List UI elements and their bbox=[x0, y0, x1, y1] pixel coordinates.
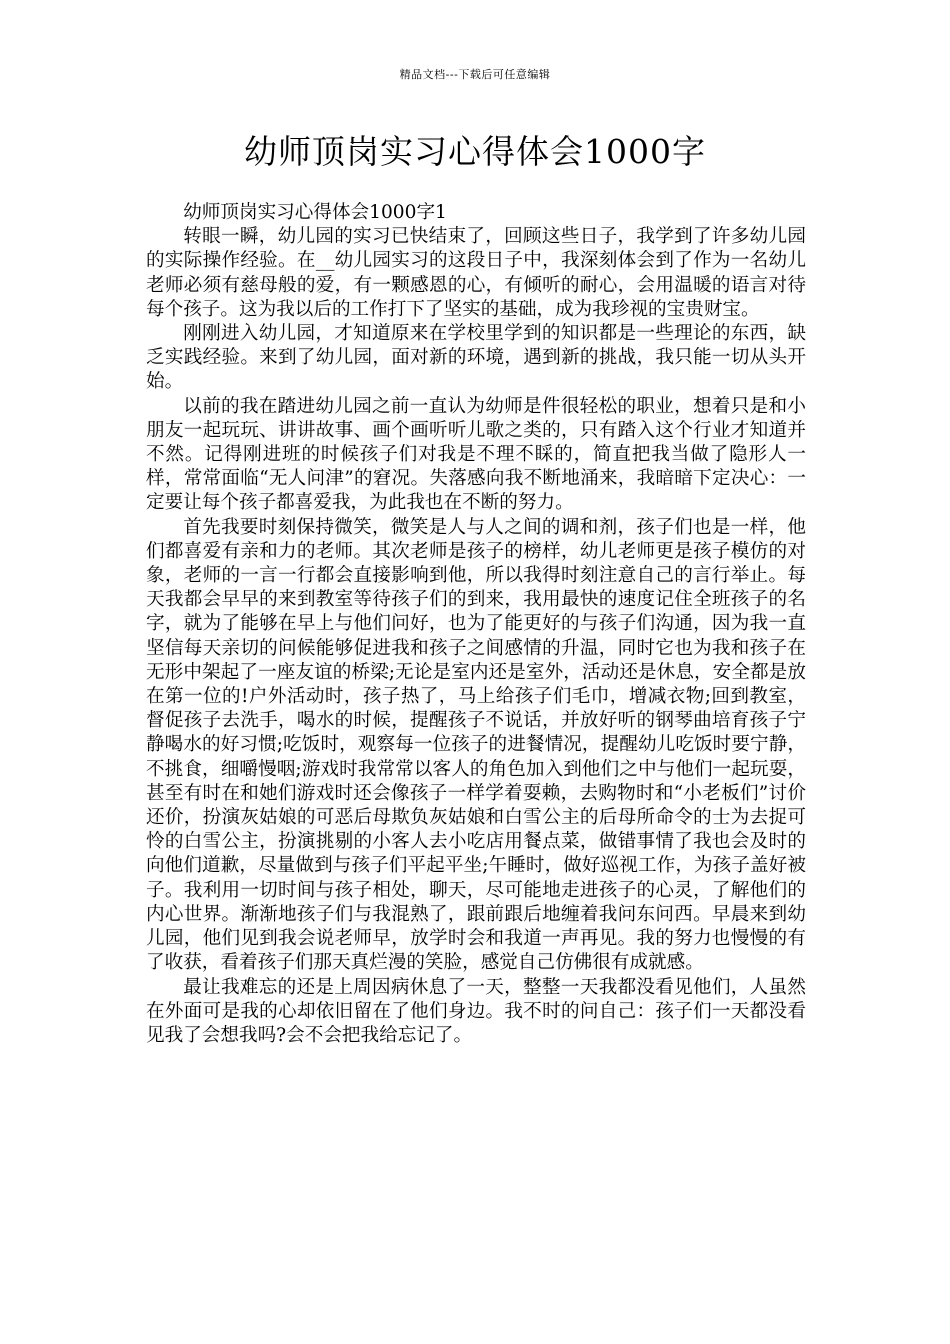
paragraph: 以前的我在踏进幼儿园之前一直认为幼师是件很轻松的职业，想着只是和小朋友一起玩玩、讲讲故事、画个画听听儿歌之类的，只有踏入这个行业才知道并不然。记得刚进班的时候孩子们对我是不理不睬的，简直把我当做了隐形人一样，常常面临“无人问津”的窘况。失落感向我不断地涌来，我暗暗下定决心：一定要让每个孩子都喜爱我，为此我也在不断的努力。 bbox=[146, 395, 806, 514]
paragraph: 刚刚进入幼儿园，才知道原来在学校里学到的知识都是一些理论的东西，缺乏实践经验。来到了幼儿园，面对新的环境，遇到新的挑战，我只能一切从头开始。 bbox=[146, 323, 806, 393]
subtitle-line: 幼师顶岗实习心得体会1000字1 bbox=[183, 202, 447, 223]
header-note: 精品文档---下载后可任意编辑 bbox=[399, 68, 551, 81]
paragraph: 最让我难忘的还是上周因病休息了一天，整整一天我都没看见他们，人虽然在外面可是我的心却依旧留在了他们身边。我不时的问自己：孩子们一天都没看见我了会想我吗?会不会把我给忘记了。 bbox=[146, 976, 806, 1046]
document-title: 幼师顶岗实习心得体会1000字 bbox=[244, 132, 706, 171]
paragraph: 转眼一瞬，幼儿园的实习已快结束了，回顾这些日子，我学到了许多幼儿园的实际操作经验。在__幼儿园实习的这段日子中，我深刻体会到了作为一名幼儿老师必须有慈母般的爱，有一颗感恩的心，有倾听的耐心，会用温暖的语言对待每个孩子。这为我以后的工作打下了坚实的基础，成为我珍视的宝贵财宝。 bbox=[146, 226, 806, 320]
document-body bbox=[146, 201, 806, 1048]
paragraph: 首先我要时刻保持微笑，微笑是人与人之间的调和剂，孩子们也是一样，他们都喜爱有亲和力的老师。其次老师是孩子的榜样，幼儿老师更是孩子模仿的对象，老师的一言一行都会直接影响到他，所以我得时刻注意自己的言行举止。每天我都会早早的来到教室等待孩子们的到来，我用最快的速度记住全班孩子的名字，就为了能够在早上与他们问好，也为了能更好的与孩子们沟通，因为我一直坚信每天亲切的问候能够促进我和孩子之间感情的升温，同时它也为我和孩子在无形中架起了一座友谊的桥梁;无论是室内还是室外，活动还是休息，安全都是放在第一位的!户外活动时，孩子热了，马上给孩子们毛巾，增减衣物;回到教室，督促孩子去洗手，喝水的时候，提醒孩子不说话，并放好听的钢琴曲培育孩子宁静喝水的好习惯;吃饭时，观察每一位孩子的进餐情况，提醒幼儿吃饭时要宁静，不挑食，细嚼慢咽;游戏时我常常以客人的角色加入到他们之中与他们一起玩耍，甚至有时在和她们游戏时还会像孩子一样学着耍赖，去购物时和“小老板们”讨价还价，扮演灰姑娘的可恶后母欺负灰姑娘和白雪公主的后母所命令的士为去捉可怜的白雪公主，扮演挑剔的小客人去小吃店用餐点菜，做错事情了我也会及时的向他们道歉，尽量做到与孩子们平起平坐;午睡时，做好巡视工作，为孩子盖好被子。我利用一切时间与孩子相处，聊天，尽可能地走进孩子的心灵，了解他们的内心世界。渐渐地孩子们与我混熟了，跟前跟后地缠着我问东问西。早晨来到幼儿园，他们见到我会说老师早，放学时会和我道一声再见。我的努力也慢慢的有了收获，看着孩子们那天真烂漫的笑脸，感觉自己仿佛很有成就感。 bbox=[146, 516, 806, 974]
